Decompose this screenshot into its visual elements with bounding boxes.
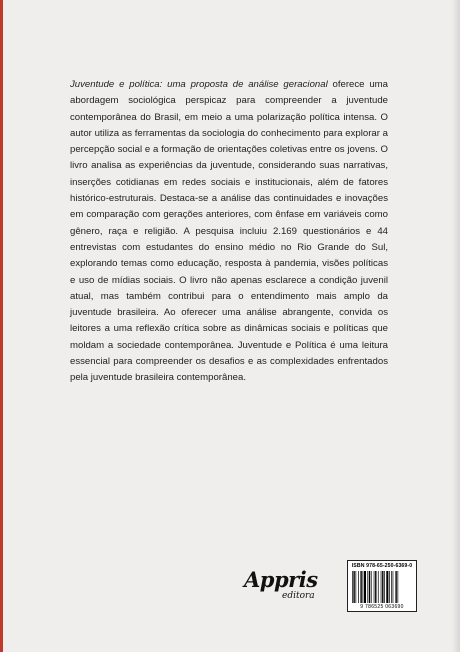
isbn-digits: 9 786525 063690 xyxy=(360,604,404,610)
publisher-name: Appris xyxy=(244,567,318,592)
isbn-label: ISBN 978-65-250-6369-0 xyxy=(351,563,413,569)
barcode-icon xyxy=(352,571,414,603)
isbn-barcode-box xyxy=(347,560,417,612)
publisher-logo xyxy=(244,567,334,607)
publisher-subtitle: editora xyxy=(282,591,315,601)
back-cover-blurb xyxy=(70,77,388,387)
blurb-text: oferece uma abordagem sociológica perspicaz para compreender a juventude contemporânea do Brasil, em meio a uma polarização política intensa. O autor utiliza as ferramentas da sociologia do conhecimento para explorar a percepção social e a formação de orientações coletivas entre os jovens. O livro analisa as experiências da juventude, considerando suas narrativas, inserções cotidianas em redes sociais e institucionais, além de fatores histórico-estruturais. Destaca-se a análise das continuidades e inovações em comparação com gerações anteriores, com ênfase em variáveis como gênero, raça e religião. A pesquisa incluiu 2.169 questionários e 44 entrevistas com estudantes do ensino médio no Rio Grande do Sul, explorando temas como educação, resposta à pandemia, visões políticas e uso de mídias sociais. O livro não apenas esclarece a condição juvenil atual, mas também contribui para o entendimento mais amplo da juventude brasileira. Ao oferecer uma análise abrangente, convida os leitores a uma reflexão crítica sobre as dinâmicas sociais e políticas que moldam a sociedade contemporânea. Juventude e Política é uma leitura essencial para compreender os desafios e as complexidades enfrentados pela juventude brasileira contemporânea. xyxy=(70,79,388,384)
cover-right-edge-shadow xyxy=(452,0,460,652)
cover-left-edge xyxy=(0,0,3,652)
blurb-book-title: Juventude e política: uma proposta de análise geracional xyxy=(70,79,328,90)
